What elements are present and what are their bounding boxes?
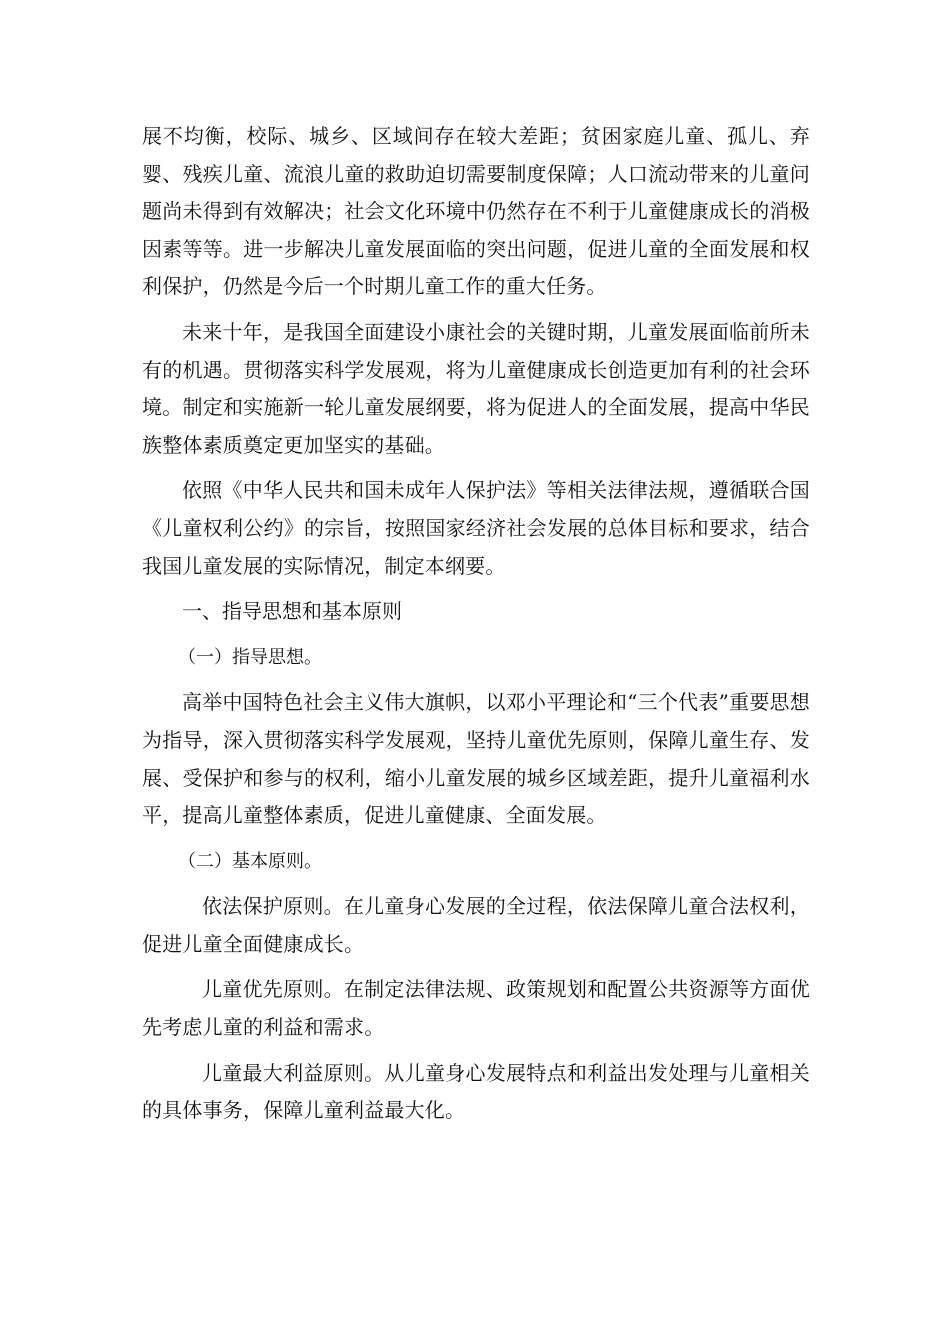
paragraph-legal-basis: 依照《中华人民共和国未成年人保护法》等相关法律法规，遵循联合国《儿童权利公约》的宗旨，按照国家经济社会发展的总体目标和要求，结合我国儿童发展的实际情况，制定本纲要。 [142,478,810,578]
guiding-thought-heading: （一）指导思想。 [178,646,322,668]
paragraph-challenges: 展不均衡，校际、城乡、区域间存在较大差距；贫困家庭儿童、孤儿、弃婴、残疾儿童、流浪儿童的救助迫切需要制度保障；人口流动带来的儿童问题尚未得到有效解决；社会文化环境中仍然存在不利于儿童健康成长的消极因素等等。进一步解决儿童发展面临的突出问题，促进儿童的全面发展和权利保护，仍然是今后一个时期儿童工作的重大任务。 [142,124,810,299]
document-page [142,118,810,1138]
guiding-thought-paragraph: 高举中国特色社会主义伟大旗帜，以邓小平理论和“三个代表”重要思想为指导，深入贯彻落实科学发展观，坚持儿童优先原则，保障儿童生存、发展、受保护和参与的权利，缩小儿童发展的城乡区域差距，提升儿童福利水平，提高儿童整体素质，促进儿童健康、全面发展。 [142,690,810,828]
principle-children-first: 儿童优先原则。在制定法律法规、政策规划和配置公共资源等方面优先考虑儿童的利益和需求。 [142,977,810,1040]
section-heading: 一、指导思想和基本原则 [182,599,402,624]
basic-principles-heading: （二）基本原则。 [178,850,322,872]
principle-legal-protection: 依法保护原则。在儿童身心发展的全过程，依法保障儿童合法权利，促进儿童全面健康成长。 [142,894,810,956]
principle-best-interests: 儿童最大利益原则。从儿童身心发展特点和利益出发处理与儿童相关的具体事务，保障儿童利益最大化。 [142,1060,810,1123]
paragraph-next-decade: 未来十年，是我国全面建设小康社会的关键时期，儿童发展面临前所未有的机遇。贯彻落实科学发展观，将为儿童健康成长创造更加有利的社会环境。制定和实施新一轮儿童发展纲要，将为促进人的全面发展，提高中华民族整体素质奠定更加坚实的基础。 [142,319,810,457]
